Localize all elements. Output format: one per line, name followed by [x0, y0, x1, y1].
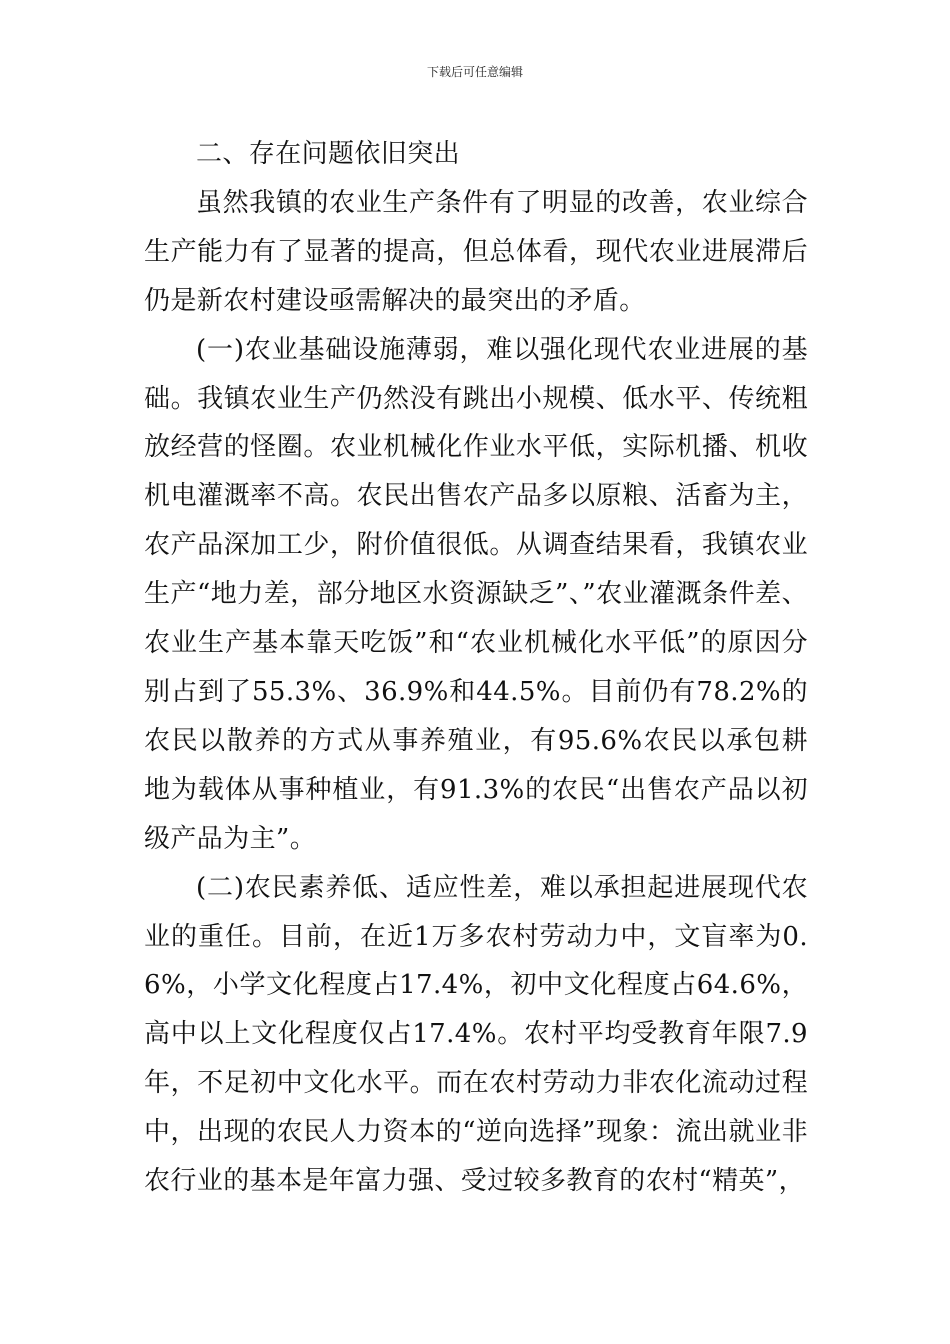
- paragraph-infrastructure: (一)农业基础设施薄弱，难以强化现代农业进展的基础。我镇农业生产仍然没有跳出小规模、低水平、传统粗放经营的怪圈。农业机械化作业水平低，实际机播、机收机电灌溉率不高。农民出售农产品多以原粮、活畜为主，农产品深加工少，附价值很低。从调查结果看，我镇农业生产“地力差，部分地区水资源缺乏”、”农业灌溉条件差、农业生产基本靠天吃饭”和“农业机械化水平低”的原因分别占到了55.3%、36.9%和44.5%。目前仍有78.2%的农民以散养的方式从事养殖业，有95.6%农民以承包耕地为载体从事种植业，有91.3%的农民“出售农产品以初级产品为主”。: [144, 334, 808, 854]
- paragraph-intro: 虽然我镇的农业生产条件有了明显的改善，农业综合生产能力有了显著的提高，但总体看，现代农业进展滞后仍是新农村建设亟需解决的最突出的矛盾。: [144, 187, 808, 316]
- page-header: 下载后可任意编辑: [426, 65, 523, 79]
- paragraph-farmer-quality: (二)农民素养低、适应性差，难以承担起进展现代农业的重任。目前，在近1万多农村劳动力中，文盲率为0.6%，小学文化程度占17.4%，初中文化程度占64.6%，高中以上文化程度仅占17.4%。农村平均受教育年限7.9年，不足初中文化水平。而在农村劳动力非农化流动过程中，出现的农民人力资本的“逆向选择”现象：流出就业非农行业的基本是年富力强、受过较多教育的农村“精英”，: [144, 872, 808, 1197]
- document-body: [144, 130, 808, 1206]
- section-heading: 二、存在问题依旧突出: [196, 139, 461, 169]
